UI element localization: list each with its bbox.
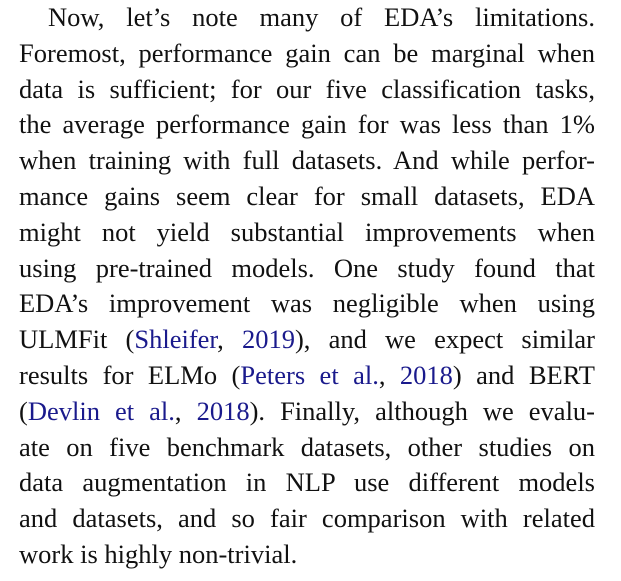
- text-line: [19, 358, 595, 394]
- text-line: data is sufficient; for our five classification tasks,: [19, 73, 595, 104]
- text-line: using pre-trained models. One study found that: [19, 252, 595, 283]
- text-fragment: ULMFit (: [19, 324, 135, 355]
- text-fragment: ), and we expect similar: [294, 324, 595, 355]
- text-fragment: ). Finally, although we evalu-: [249, 395, 596, 426]
- text-fragment: ,: [174, 395, 197, 426]
- text-line: and datasets, and so fair comparison with related: [19, 503, 595, 534]
- text-line: [19, 394, 595, 430]
- text-fragment: ,: [217, 324, 242, 355]
- citation-link-peters-year[interactable]: 2018: [399, 359, 453, 390]
- text-line: EDA’s improvement was negligible when using: [19, 288, 595, 319]
- text-line: ate on five benchmark datasets, other studies on: [19, 431, 595, 462]
- citation-link-shleifer-year[interactable]: 2019: [241, 324, 295, 355]
- text-line: the average performance gain for was less than 1%: [19, 109, 595, 140]
- text-line: Now, let’s note many of EDA’s limitations.: [48, 2, 595, 32]
- text-fragment: ,: [378, 359, 400, 390]
- text-line: Foremost, performance gain can be marginal when: [19, 37, 595, 68]
- text-line: might not yield substantial improvements when: [19, 216, 595, 247]
- citation-link-devlin-year[interactable]: 2018: [196, 395, 250, 426]
- text-line: data augmentation in NLP use different models: [19, 467, 595, 498]
- text-fragment: results for ELMo (: [19, 359, 241, 390]
- text-line: when training with full datasets. And while perfor-: [19, 145, 595, 176]
- text-line: [19, 322, 595, 358]
- citation-link-peters-author[interactable]: Peters et al.: [240, 359, 379, 390]
- citation-link-shleifer-author[interactable]: Shleifer: [134, 324, 218, 355]
- text-line: mance gains seem clear for small datasets, EDA: [19, 180, 595, 211]
- text-fragment: ) and BERT: [452, 359, 595, 390]
- text-line: work is highly non-trivial.: [19, 538, 298, 569]
- text-fragment: (: [19, 395, 28, 426]
- limitations-paragraph: [19, 0, 595, 573]
- citation-link-devlin-author[interactable]: Devlin et al.: [27, 395, 175, 426]
